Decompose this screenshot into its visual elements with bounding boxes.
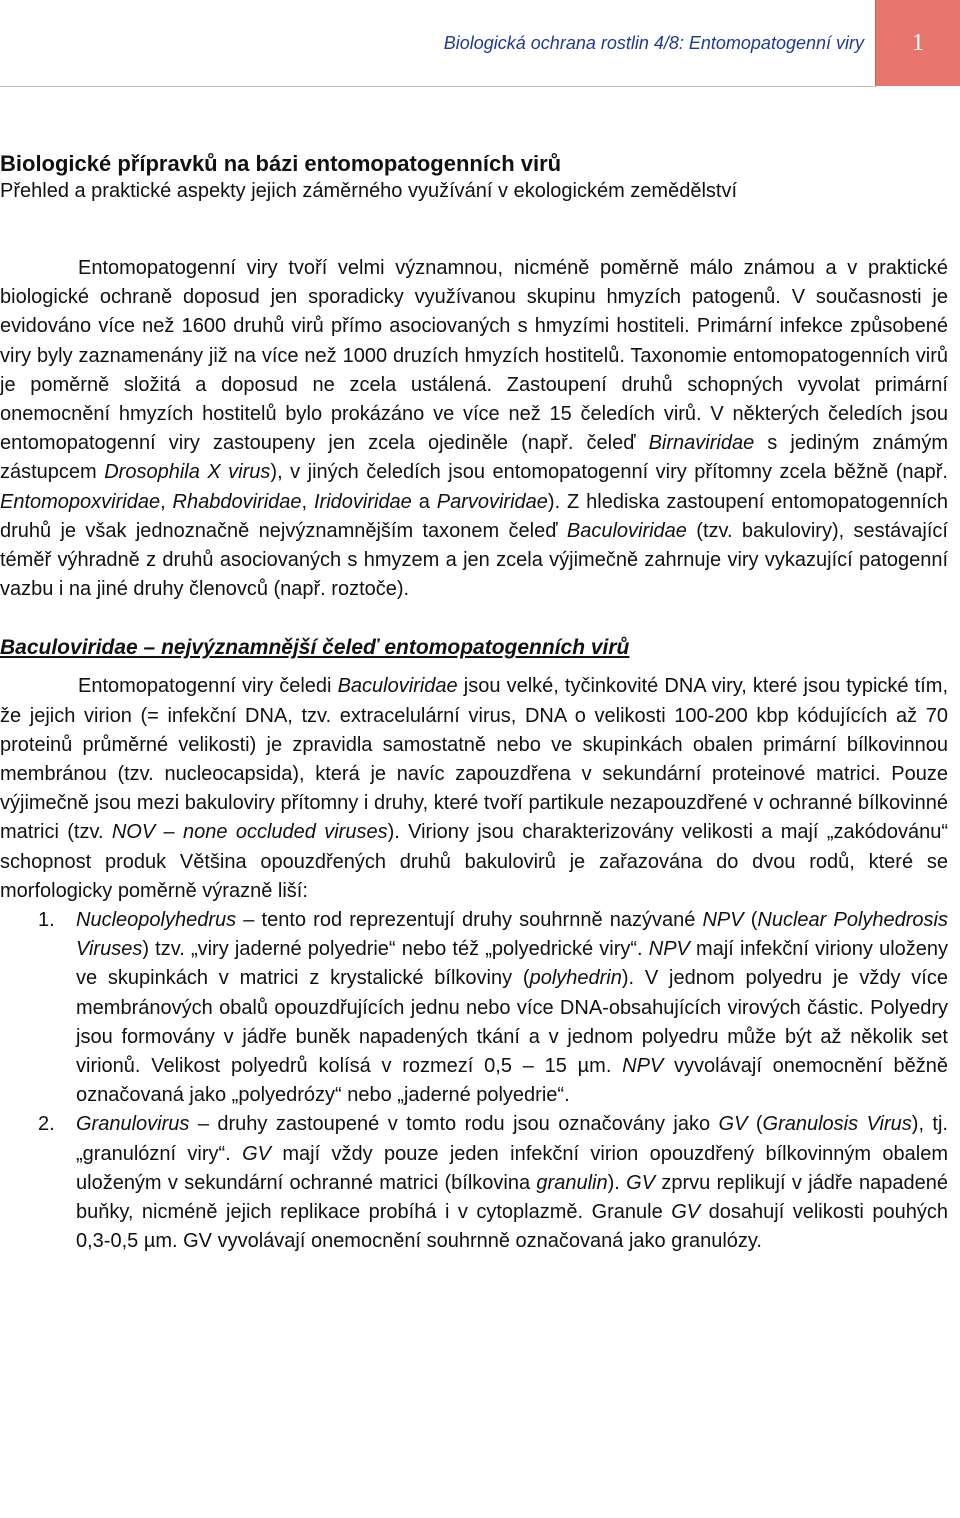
term: granulin xyxy=(536,1171,608,1194)
term: Nuclear Polyhedrosis Viruses xyxy=(76,909,948,961)
term: polyhedrin xyxy=(529,967,622,990)
list-number: 2. xyxy=(38,1113,55,1136)
text-run: ). Viriony jsou charakterizovány velikosti a mají „zakódovánu“ schopnost produk Většina opouzdřených druhů bakulovirů je zařazována do dvou rodů, které se morfologicky poměrně výrazně liší: xyxy=(0,821,949,902)
page-number: 1 xyxy=(912,30,924,56)
list-item xyxy=(0,906,948,1110)
text-run: – druhy zastoupené v tomto rodu jsou označovány jako xyxy=(189,1113,719,1136)
section-paragraph xyxy=(0,672,948,906)
term: NPV xyxy=(622,1055,664,1078)
list-item xyxy=(0,1110,948,1256)
text-run: Entomopatogenní viry tvoří velmi významnou, nicméně poměrně málo známou a v praktické biologické ochraně doposud jen sporadicky využívanou skupinu hmyzích patogenů. V současnosti je evidováno více než 1600 druhů virů přímo asociovaných s hmyzími hostiteli. Primární infekce způsobené viry byly zaznamenány již na více než 1000 druzích hmyzích hostitelů. Taxonomie entomopatogenních virů je poměrně složitá a doposud ne zcela ustálená. Zastoupení druhů schopných vyvolat primární onemocnění hmyzích hostitelů bylo prokázáno ve více než 15 čeledích virů. V některých čeledích jsou entomopatogenní viry zastoupeny jen zcela ojediněle (např. čeleď xyxy=(0,257,948,455)
term: NOV – none occluded viruses xyxy=(111,821,388,844)
term: GV xyxy=(626,1171,656,1194)
text-run: ) tzv. „viry jaderné polyedrie“ nebo též „polyedrické viry“. xyxy=(142,938,649,961)
intro-paragraph xyxy=(0,254,948,604)
page-header xyxy=(0,0,960,86)
text-run: ). Z hlediska zastoupení entomopatogenních druhů je však jednoznačně nejvýznamnějším taxonem čeleď xyxy=(0,490,948,542)
text-run: s jediným známým zástupcem xyxy=(0,432,948,484)
term: NPV xyxy=(648,938,690,961)
text-run: mají infekční viriony uloženy ve skupinkách v matrici z krystalické bílkoviny ( xyxy=(76,938,949,990)
taxon-name: Birnaviridae xyxy=(648,432,755,455)
term: GV xyxy=(718,1113,748,1136)
text-run: ). xyxy=(607,1171,627,1194)
text-run: , xyxy=(160,490,173,513)
document-title: Biologické přípravků na bázi entomopatogenních virů xyxy=(0,151,562,176)
section-heading: Baculoviridae – nejvýznamnější čeleď entomopatogenních virů xyxy=(0,636,630,660)
document-subtitle: Přehled a praktické aspekty jejich záměrného využívání v ekologickém zemědělství xyxy=(0,180,738,202)
taxon-name: Iridoviridae xyxy=(313,490,412,513)
text-run: jsou velké, tyčinkovité DNA viry, které jsou typické tím, že jejich virion (= infekční DNA, tzv. extracelulární virus, DNA o velikosti 100-200 kbp kódujících až 70 proteinů průměrné velikosti) je zpravidla samostatně nebo ve skupinkách obalen primární bílkovinnou membránou (tzv. nucleocapsida), která je navíc zapouzdřena v sekundární proteinové matrici. Pouze výjimečně jsou mezi bakuloviry přítomny i druhy, které tvoří partikule nezapouzdřené v ochranné bílkovinné matrici (tzv. xyxy=(0,675,948,844)
text-run: – tento rod reprezentují druhy souhrnně nazývané xyxy=(236,909,703,932)
text-run: zprvu replikují v jádře napadené buňky, nicméně jejich replikace probíhá i v cytoplazmě. Granule xyxy=(76,1171,948,1224)
header-divider xyxy=(0,86,876,87)
running-title: Biologická ochrana rostlin 4/8: Entomopatogenní viry xyxy=(443,33,864,53)
genera-list xyxy=(0,906,948,1256)
text-run: ( xyxy=(743,909,758,932)
term: GV xyxy=(671,1201,701,1224)
text-run: vyvolávají onemocnění běžně označovaná jako „polyedrózy“ nebo „jaderné polyedrie“. xyxy=(76,1055,948,1107)
taxon-name: Rhabdoviridae xyxy=(172,490,302,513)
text-run: ). V jednom polyedru je vždy více membránových obalů opouzdřujících jednu nebo více DNA-obsahujících virových částic. Polyedry jsou formovány v jádře buněk napadených tkání a v jednom polyedru může být až několik set virionů. Velikost polyedrů kolísá v rozmezí 0,5 – 15 µm. xyxy=(76,967,948,1078)
document-body xyxy=(0,150,948,1257)
text-run: ), v jiných čeledích jsou entomopatogenní viry přítomny zcela běžně (např. xyxy=(270,461,948,484)
text-run: mají vždy pouze jeden infekční virion opouzdřený bílkovinným obalem uloženým v sekundární ochranné matrici (bílkovina xyxy=(76,1142,949,1194)
text-run: (tzv. bakuloviry), sestávající téměř výhradně z druhů asociovaných s hmyzem a jen zcela výjimečně zahrnuje viry vykazující patogenní vazbu i na jiné druhy členovců (např. roztoče). xyxy=(0,519,948,601)
taxon-name: Parvoviridae xyxy=(436,490,548,513)
term: Granulosis Virus xyxy=(762,1113,912,1136)
text-run: , xyxy=(301,490,314,513)
taxon-name: Baculoviridae xyxy=(337,675,458,698)
text-run: Entomopatogenní viry čeledi xyxy=(78,675,338,698)
text-run: ), tj. „granulózní viry“. xyxy=(76,1113,948,1165)
taxon-name: Entomopoxviridae xyxy=(0,490,161,513)
taxon-name: Drosophila X virus xyxy=(104,461,271,484)
text-run: ( xyxy=(747,1113,763,1136)
text-run: dosahují velikosti pouhých 0,3-0,5 µm. GV vyvolávají onemocnění souhrnně označovaná jako granulózy. xyxy=(76,1201,948,1253)
page-number-box xyxy=(875,0,960,86)
term: NPV xyxy=(702,909,744,932)
genus-name: Granulovirus xyxy=(76,1113,190,1136)
text-run: a xyxy=(411,490,437,513)
taxon-name: Baculoviridae xyxy=(566,519,687,542)
genus-name: Nucleopolyhedrus xyxy=(76,909,237,932)
term: GV xyxy=(242,1142,272,1165)
list-number: 1. xyxy=(38,909,55,932)
